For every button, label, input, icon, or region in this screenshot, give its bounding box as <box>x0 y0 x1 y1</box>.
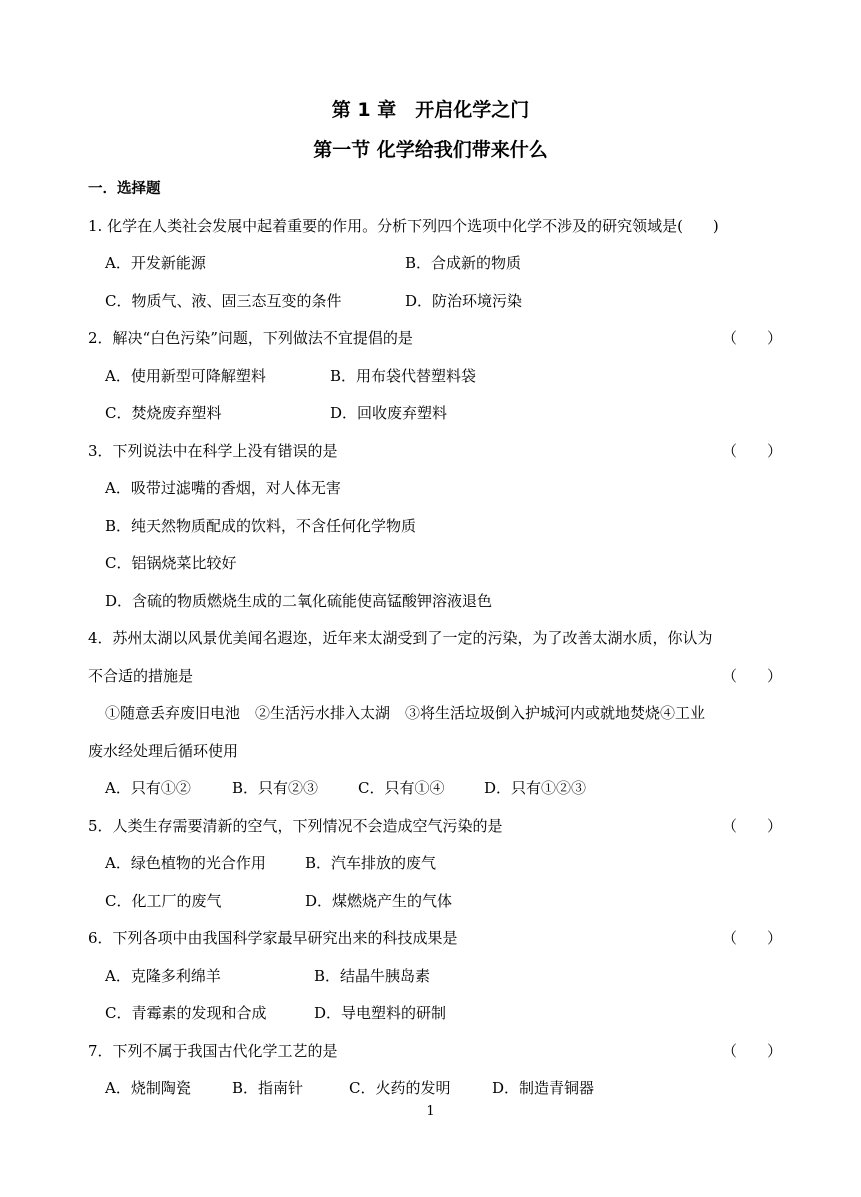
q6-option-b: B．结晶牛胰岛素 <box>314 967 431 985</box>
q6-option-d: D．导电塑料的研制 <box>314 1004 447 1022</box>
q1-option-c: C．物质气、液、固三态互变的条件 <box>105 292 342 310</box>
q4-option-c: C．只有①④ <box>358 779 445 797</box>
chapter-title: 第 1 章 开启化学之门 <box>331 99 530 121</box>
question-1-stem: 1. 化学在人类社会发展中起着重要的作用。分析下列四个选项中化学不涉及的研究领域是( ) <box>88 217 719 235</box>
q2-answer-blank: （ ） <box>722 329 783 347</box>
q3-option-d: D．含硫的物质燃烧生成的二氧化硫能使高锰酸钾溶液退色 <box>105 592 493 610</box>
q1-option-a: A．开发新能源 <box>105 254 206 272</box>
q5-option-b: B．汽车排放的废气 <box>305 854 437 872</box>
question-7-stem: 7．下列不属于我国古代化学工艺的是 <box>88 1042 338 1060</box>
q5-answer-blank: （ ） <box>722 817 783 835</box>
q6-answer-blank: （ ） <box>722 929 783 947</box>
q4-option-b: B．只有②③ <box>232 779 319 797</box>
q5-option-d: D．煤燃烧产生的气体 <box>305 892 453 910</box>
question-4-stem-line1: 4．苏州太湖以风景优美闻名遐迩，近年来太湖受到了一定的污染，为了改善太湖水质，你认为 <box>88 629 713 647</box>
q2-option-c: C．焚烧废弃塑料 <box>105 404 222 422</box>
question-2-stem: 2．解决“白色污染”问题，下列做法不宜提倡的是 <box>88 329 413 347</box>
q3-option-a: A．吸带过滤嘴的香烟，对人体无害 <box>105 479 341 497</box>
q3-answer-blank: （ ） <box>722 442 783 460</box>
q5-option-a: A．绿色植物的光合作用 <box>105 854 266 872</box>
q3-option-b: B．纯天然物质配成的饮料，不含任何化学物质 <box>105 517 417 535</box>
q4-items-line2: 废水经处理后循环使用 <box>88 742 239 760</box>
section-title: 第一节 化学给我们带来什么 <box>313 139 548 161</box>
q4-answer-blank: （ ） <box>722 667 783 685</box>
q3-option-c: C．铝锅烧菜比较好 <box>105 554 237 572</box>
part-heading: 一．选择题 <box>88 181 161 197</box>
q1-option-b: B．合成新的物质 <box>405 254 522 272</box>
q7-option-c: C．火药的发明 <box>349 1079 451 1097</box>
q6-option-a: A．克隆多利绵羊 <box>105 967 221 985</box>
q5-option-c: C．化工厂的废气 <box>105 892 222 910</box>
q2-option-a: A．使用新型可降解塑料 <box>105 367 266 385</box>
q2-option-b: B．用布袋代替塑料袋 <box>330 367 477 385</box>
q1-option-d: D．防治环境污染 <box>405 292 523 310</box>
question-3-stem: 3．下列说法中在科学上没有错误的是 <box>88 442 338 460</box>
page-number: 1 <box>426 1104 435 1119</box>
q6-option-c: C．青霉素的发现和合成 <box>105 1004 267 1022</box>
q2-option-d: D．回收废弃塑料 <box>330 404 448 422</box>
q4-items-line1: ①随意丢弃废旧电池 ②生活污水排入太湖 ③将生活垃圾倒入护城河内或就地焚烧④工业 <box>105 704 706 722</box>
q7-option-b: B．指南针 <box>232 1079 304 1097</box>
q7-option-d: D．制造青铜器 <box>492 1079 595 1097</box>
q4-option-a: A．只有①② <box>105 779 191 797</box>
q7-option-a: A．烧制陶瓷 <box>105 1079 191 1097</box>
question-4-stem-line2: 不合适的措施是 <box>88 667 194 685</box>
q4-option-d: D．只有①②③ <box>484 779 587 797</box>
question-5-stem: 5．人类生存需要清新的空气，下列情况不会造成空气污染的是 <box>88 817 503 835</box>
q7-answer-blank: （ ） <box>722 1042 783 1060</box>
question-6-stem: 6．下列各项中由我国科学家最早研究出来的科技成果是 <box>88 929 458 947</box>
